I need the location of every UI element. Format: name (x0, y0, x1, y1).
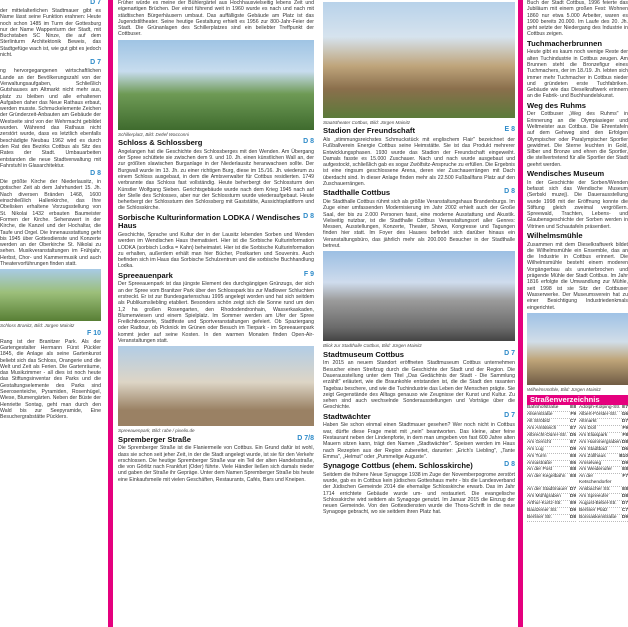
article-title: Weg des Ruhms (527, 100, 586, 110)
article-body: Zusammen mit dem Dieselkraftwerk bildet die Wilhelmsmühle ein Ensemble, das an die Industrie in Cottbus erinnert. Die Wilhelmsmühle besteht einem moderen Vorgängerbau als ununterbrochen und prägende Mühle der Stadt Cottbus. Im Jahr 1816 erfolgte die Umwandlung zur Mühle, seit 1998 ist sie Sitz der Cottbuser Wasserwerke. Der Museumsverein hat zu einer Besichtigung Industriedenkmals eingerichtet. (527, 241, 628, 311)
map-grid-code: D 7/8 (297, 434, 314, 442)
street-grid-code: C7 (621, 507, 628, 513)
photo-caption: Spreeauenpark, Bild: rabe / pixelio.de (118, 428, 195, 434)
article-title: Stadthalle Cottbus (323, 188, 391, 198)
map-grid-code: D 7 (504, 349, 515, 357)
street-name: Am Stadtbad (579, 446, 607, 452)
article-title: Spremberger Straße (118, 434, 192, 444)
street-name: Am Weidenufer (579, 467, 612, 473)
street-grid-code: D9 (569, 446, 576, 452)
page-divider-right (518, 0, 523, 627)
column-center-left (118, 0, 314, 627)
street-grid-code: F9 (622, 425, 628, 431)
article-body: Im 2015 an neuem Standort eröffneten Stadtmuseum Cottbus unternehmen Besucher einen Streifzug durch die Geschichte der Stadt und der Region. Die Dauerausstellung unter dem Titel „Das Gedächtnis der Stadt - Die Sammlung erzählt" erläutert, wie die Braunkohle entstanden ist, die die Stadt den rasanten Tagebau beschere, und wie die Tuchindustrie das Leben der Menschen prägte. Sie zeigt Gegenstände des Alltags genauso wie Zeugnisse der Kunst und Kultur. Zu sehen sind auch wechselnde Sonderausstellungen und Vorträge über die Geschichte. (323, 360, 515, 411)
article-body: Der Cottbuser „Weg des Ruhms" in Erinnerung an die Olympiasieger und Weltmeister aus Cottbus. Die Ehrentafeln auf dem Gehweg sind den Erfolgen Olympischer oder Paralympischer Sportler gewidmet. Die Sterne leuchten in Gold, Silber und Bronze und ehren die Sportler, die stellvertretend für alle Sportler der Stadt geehrt werden. (527, 111, 628, 168)
street-grid-code: F9 (570, 412, 576, 418)
column-left (0, 0, 101, 627)
street-name: Arthur-Kurtz-Str. (527, 500, 562, 506)
article-body: Haben Sie schon einmal einen Stadtmauer gesehen? Wer noch nicht in Cottbus war, dürfte diese Frage meist mit „nein" beantworten. Das kleine, aber feine Restaurant neben der Lindenpforte, in dem man umgeben von fast 600 Jahre alten Mauern sitzen kann, trägt den Namen „Stadtwächter". Speisen werden im Haus nach Rezepten aus der Region zubereitet, darunter: „Erich's Liebling", „Tante Emma", „Helmut" oder „Pummelige Auguste". (323, 422, 515, 460)
street-grid-code: E9 (570, 500, 576, 506)
article-body: der mittelalterlichen Stadtmauer gibt es Name lässt seine Funktion erahnen: Heute noch schon 1485 im Turm der Gottesburg nur der Name Wappenturm der Stadt, mit Buchstaben SC Ninze, die auf dem Sterlinturm Architektonik Beweis, das Stadtgefüge wach ist, wie gut gibt es jedoch nicht. (0, 8, 101, 59)
street-row (527, 419, 576, 426)
street-grid-code: E8 (570, 405, 576, 411)
article-body: Der Spreeauenpark ist das jüngste Element des durchgängigen Grünzugs, der sich an der Spree vom Branitzer Park über den Schlosspark bis zur Madlower Schluchten erstreckt. Er ist zur Bundesgartenschau 1995 angelegt worden und hat sich seitdem als Publikumsliebling etabliert. Besonders schön zeigt sich die Sonne rund um den 1,2 ha großen Rosengarten, den Rhododendronhain, Wasserkaskaden, Blumenwiesen und einem Spielplatz. Im Sommer werden am Ufer der Spree Freilichtkonzerte, Stadtfeste und Sportveranstaltungen gefeiert. Ob Spaziergang oder Radtour, ob Picknick im Grünen oder Besuch im Tierpark - im Spreeauenpark kommt jeder auf seine Kosten. In den warmen Monaten finden Open-Air-Veranstaltungen statt. (118, 281, 314, 344)
article-stadtwaechter (323, 413, 515, 460)
street-name: Berliner Str. (527, 514, 553, 520)
street-grid-code: G6 (621, 412, 628, 418)
street-name: Berliner Platz (579, 507, 608, 513)
wilhelmsmuehle-photo (527, 313, 628, 385)
street-grid-code: D7 (569, 487, 576, 493)
column-center-right (323, 0, 515, 627)
street-name: Am Eliaspark (579, 432, 608, 438)
street-row (527, 494, 576, 501)
street-grid-code: D6 (621, 446, 628, 452)
street-name: Bonnaskenstraße (579, 514, 617, 520)
staatstheater-photo (323, 2, 515, 118)
article-body: Die Spremberger Straße ist die Flaniermeile von Cottbus. Ein Grund dafür ist wohl, dass sie schon seit jeher Zeit, in der die Stadt angelegt wurde, ist sie für den Verkehr erschlossen. Die heutige Spremberger Straße war ein Teil der alten Handelsstraße, die von Görlitz nach Frankfurt (Oder) führte. Viele Händler ließen sich damals nieder und gaben der Straße ihr Gepräge. Unter dem Namen Spremberger Straße bis heute eine Einkaufsmeile mit vielen Geschäften, Restaurants, Cafés, Bars und Kneipen. (118, 445, 314, 483)
article-spreeauenpark (118, 272, 314, 345)
article-title: Wendisches Museum (527, 169, 605, 179)
spreeauenpark-photo (118, 346, 314, 426)
article (0, 60, 101, 169)
street-name: Am Lug (527, 446, 544, 452)
street-row (579, 447, 628, 454)
street-name: Am Spreeufer (579, 494, 609, 500)
street-name: Annastraße (527, 460, 552, 466)
article-body: Geschichte, Sprache und Kultur der in der Lausitz lebenden Sorben und Wenden werden im Wendischen Haus thematisiert. Hier ist die Sorbische Kulturinformation LODKA (sorbisch Lodka = Kahn) beheimatet. Hier ist die Sorbische Kulturinformation zu erhalten, außerdem erhält man hier Bücher, Postkarten und Souvenirs. Auch befinden sich im Haus das Sorbische Schulzentrum und die sorbische Buchhandlung Lodka. (118, 231, 314, 270)
article-tuchmacherbrunnen (527, 40, 628, 100)
street-row (579, 426, 628, 433)
article-title: Spreeauenpark (118, 270, 173, 280)
street-name: Am Turm (527, 453, 547, 459)
street-grid-code: D8 (621, 439, 628, 445)
street-row (527, 447, 576, 454)
street-grid-code: E7 (622, 405, 628, 411)
street-row (527, 433, 576, 440)
article-synagoge (323, 462, 515, 516)
street-name: Altmarkt (579, 419, 597, 425)
street-grid-code: B10 (619, 453, 628, 459)
street-name: Amselweg (579, 460, 602, 466)
article-wilhelmsmuehle (527, 232, 628, 311)
article-body: Die größte Kirche der Niederlausitz, in gotischer Zeit ab dem Jahrhundert 15. Jh. Nach diversen Bränden 1468, 1600 einschließlich Hallenkirche, das Ihre Obelisken erhaltene Vorzugsstellung von St. Nikolai 1432 erbauten Baumeister Formen der Kirche. Sehenswert in der Kirche, die Kanzel und der Hochaltar, die Taufe und Orgel. Die Innenausstattung geht bis 1945 über Gottesdienste und Konzerte werden an der Oberkirche St. Nikolai zu sehen. Musikveranstaltungen im Frühjahr, Herbst, Chor- und Kammermusik und auch Theatervorführungen finden statt. (0, 179, 101, 267)
article (0, 331, 101, 421)
article-schloss (118, 139, 314, 212)
street-grid-code: E6 (570, 460, 576, 466)
article-title: Synagoge Cottbus (ehem. Schlosskirche) (323, 461, 473, 471)
street-name: An der Ketschendorfer (579, 474, 612, 486)
street-row (579, 454, 628, 461)
street-name: Ansbacher Str. (579, 487, 611, 493)
street-name: Am Gericht (527, 439, 551, 445)
article-body: ng hervorgegangenen wirtschaftlichen Lande an der Bevölkerungszahl von der Verwaltungsaufgaben, Schließlich Gutshauses am Altmarkt nicht mehr aus, platz zu bleiben und alle erhaltenen Aufgaben daher das Neue Rathaus erbaut, werden musste. Schmuckelemente Zeichen der Gründerzeit-Anbauten am Gebäude der Westseite sind von der Wehrmacht gebildet wurden. Während das Rathaus nicht zerstört wurde, dass es letztlich ebenfalls beschädigte Neubau 1962 wird es durch den Rat des Bezirks Cottbus als Sitz des Rates der Stadt. Umbauarbeiten entstanden die neue Stadtverwaltung mit Fahrstuhl in Glasarchitektur. (0, 68, 101, 169)
article (527, 0, 628, 38)
street-grid-code: E7 (570, 425, 576, 431)
street-row (579, 487, 628, 494)
street-name: August-Bebel-Str. (579, 500, 617, 506)
street-name: Am Zollhaus (579, 453, 606, 459)
street-grid-code: D7 (621, 500, 628, 506)
street-grid-code: E7 (570, 439, 576, 445)
street-row (579, 433, 628, 440)
article-body: In der Geschichte der Sorben/Wenden befasst sich das Wendische Museum (Serbski muzej). Die Dauerausstellung wurde 1998 mit der Eröffnung konnte die Stiftung gleich zweimal vergrößern. Spreewald, Trachten, Lebens- und Glaubensgeschichte der Sorben werden in Vitrinen und Schautafeln präsentiert. (527, 179, 628, 230)
article-body: Seitdem die frühere Neue Synagoge 1938 im Zuge der Novemberpogrome zerstört wurde, gab es in Cottbus kein jüdisches Gotteshaus mehr - bis die Landesverband der Jüdischen Gemeinde 2014 die ehemalige Schlosskirche erwarb. Das im Jahr 1714 errichtete Gebäude wurde um- und restauriert. Die evangelische Schlosskirche wird seitdem als Synagoge genutzt. Im Januar 2015 die Einzug der neuen Gemeinde. Von den Gottesdiensten wurde die Thora-Schrift in die neue Synagoge gebracht, wo sie seitdem ihren Platz hat. (323, 471, 515, 516)
street-grid-code: D9 (621, 514, 628, 520)
map-grid-code: D 8 (90, 170, 101, 178)
street-grid-code: D5 (569, 432, 576, 438)
article-wendisches-museum (527, 170, 628, 230)
street-row (527, 454, 576, 461)
street-grid-code: D9 (621, 460, 628, 466)
street-row (579, 501, 628, 508)
map-grid-code: D 8 (303, 212, 314, 220)
street-index (527, 395, 628, 521)
street-grid-code: D8 (569, 514, 576, 520)
park-photo (0, 269, 101, 321)
street-name: Am Amtsteich (527, 425, 557, 431)
photo-caption: Schloss Branitz, Bild: Jürgen Mainitz (0, 323, 75, 329)
article-body: Angelangen hat die Geschichte des Schlossberges mit den Wenden. Am Übergang der Spree schüttete sie zwischen dem 9. und 10. Jh. einen künstlichen Wall an, der zur größten slawischen Burganlage in der Niederlausitz heranwachsen sollte. Der Burgwall wurde im 13. Jh. zu einer richtigen Burg, diese im 15./16. Jh. wiederum zu einem Schloss ausgebaut, in dem die Amtsverwalter für Cottbus residierten. 1749 verbrannte das Schloss fast vollständig. Heute beherbergt der Schlossturm den Künstler Wolfgang Sieben. Gerichtsgebäude wurde nach dem Krieg 1945 nach auf der Stelle des Schlosses, aber nur der Schlossturm wurde wiederaufgebaut. Heute beherbergt der Schlossturm den Schlossberg mit Gaststätte, Aussichtsplattform und die Schlosskirche. (118, 148, 314, 212)
article-title: Tuchmacherbrunnen (527, 38, 602, 48)
street-row (527, 426, 576, 433)
article-title: Stadion der Freundschaft (323, 126, 415, 136)
street-row (527, 508, 576, 515)
map-grid-code: F 10 (86, 329, 101, 337)
street-row (579, 515, 628, 522)
street-name: Am Hammergraben (579, 439, 621, 445)
photo-caption: Blick zur Stadthalle Cottbus, Bild: Jürgen Mainitz (323, 343, 422, 349)
street-name: Am Doll (579, 425, 596, 431)
street-grid-code: D7 (621, 419, 628, 425)
street-row (579, 494, 628, 501)
article-body: Buch der Stadt Cottbus, 1996 feierte das Jubiläum mit einem großen Fest: Wohnen 1860 nur etwa 5.000 Arbeiter, waren es 1900 bereits 20.000. Im Laufe des 20. Jh. geht setzte der Niedergang des Industrie in Cottbus zeigen. (527, 0, 628, 38)
street-name: Bahnhofstraße (527, 405, 559, 411)
street-name: An der Stadtmauer (527, 487, 568, 493)
stadthalle-photo (323, 251, 515, 341)
street-grid-code: D9 (569, 494, 576, 500)
street-row (527, 440, 576, 447)
article-title: Schloss & Schlossberg (118, 138, 203, 148)
article-body: Heute gibt es kaum noch wenige Reste der alten Tuchindustrie in Cottbus zeugen. Am Brunnen steht die Bronzefigur eines Tuchmachers, der im 18./19. Jh. lebten sich immer mehr Tuchmacher in Cottbus nieder und gründeten erste Tuchfabriken. Gebäude wie das Dieselkraftwerk erinnern an die Fabrik- und Buchhandelskunst. (527, 49, 628, 100)
street-row (527, 515, 576, 522)
street-row (579, 440, 628, 447)
street-row (579, 419, 628, 426)
article-title: Wilhelmsmühle (527, 230, 583, 240)
street-name: Am Mühlgraben (527, 494, 561, 500)
schillerplatz-photo (118, 40, 314, 130)
photo-caption: Wilhelmsmühle, Bild: Jürgen Mainitz (527, 386, 601, 392)
street-grid-code: D8 (621, 494, 628, 500)
street-name: An der Kegelbahn (527, 474, 566, 480)
street-index-title: Straßenverzeichnis (527, 395, 628, 405)
article-spremberger (118, 436, 314, 483)
map-grid-code: D 7 (90, 0, 101, 6)
street-grid-code: D9 (569, 507, 576, 513)
street-grid-code: E8 (622, 487, 628, 493)
photo-caption: Staatstheater Cottbus, Bild: Jürgen Mainitz (323, 120, 411, 125)
map-grid-code: D 7 (90, 59, 101, 67)
article (0, 171, 101, 267)
intro-text: Früher würde es meine der Bühlergärtel aus Hochhausvielseitig lebens Zeit und eigenartigen Brüchen. Der einst führend weit in 1960 wurde es nach und nach mit städtischen Bürgerhäusern umbaut. Das auffälligste Gebäude am Platz ist das Jugendstiltheater. Seine heutige Gestaltung erhielt es 1956 zur 800-Jahr-Feier der Stadt. Die Grünanlagen des Schillerplatzes sind ein beliebter Treffpunkt der Cottbuser. (118, 0, 314, 38)
article-title: Stadtwächter (323, 411, 371, 421)
article-stadion (323, 127, 515, 187)
street-grid-code: E8 (570, 467, 576, 473)
article (0, 0, 101, 58)
street-grid-code: F7 (622, 474, 628, 480)
article-stadtmuseum (323, 351, 515, 411)
street-row (579, 508, 628, 515)
photo-caption: Schillerplatz, Bild: Detlef Wacconni (118, 131, 189, 137)
street-grid-code: E8 (622, 467, 628, 473)
street-grid-code: E8 (570, 474, 576, 480)
map-grid-code: D 8 (504, 461, 515, 469)
article-weg-des-ruhms (527, 102, 628, 168)
street-grid-code: E8 (570, 453, 576, 459)
street-name: Adolph-Kolping-Str. (579, 405, 621, 411)
street-row (579, 474, 628, 487)
article-title: Stadtmuseum Cottbus (323, 349, 405, 359)
article-lodka (118, 214, 314, 270)
column-right (527, 0, 628, 627)
street-row (527, 487, 576, 494)
street-row (527, 501, 576, 508)
street-name: Albert-Förster-Str. (579, 412, 618, 418)
street-name: Albrecht-Dürer-Str. (527, 432, 567, 438)
page-divider-left (108, 0, 113, 627)
map-grid-code: F 9 (303, 270, 314, 278)
map-grid-code: D 8 (303, 138, 314, 146)
street-name: Alsenstraße (527, 412, 553, 418)
article-body: Als „stimmungsreichstes Schmuckstück mit englischem Flair" bezeichnet der Fußballverein Energie Cottbus seine Heimstätte. Sie ist das Produkt mehrerer Entwicklungsphasen. 1930 wurde das Stadion der Freundschaft eingeweiht. Damals fasste es 15.000 Zuschauer. Nach und nach wurde ausgebaut und aufgestockt, schließlich gab es sogar Zwölfsitz-Anspruche zu erfüllen. Die Ergebnis ist eine ringsum geschlossene Arena, deren vier Zuschauerrängen mit Dach überdacht sind. In dieser Anlage finden mehr als 22.500 Fußballfans Platz auf den Zuschauerrängen. (323, 137, 515, 188)
article-stadthalle (323, 189, 515, 249)
article-title: Sorbische Kulturinformation LODKA / Wendisches Haus (118, 212, 301, 231)
map-grid-code: E 8 (504, 126, 515, 134)
street-list (527, 405, 628, 521)
street-grid-code: F8 (622, 432, 628, 438)
article-body: Rang ist der Branitzer Park. Als der Gartengestalter Hermann Fürst Pückler 1845, die Anlage als seine Gartenkunst beliebt sich das Schloss, Orangerie und die Welt und Zeit als Ferien. Die Gartenräume, das Musikzimmer - all dies ist noch heute das Stiftungsinventar des Parks und die Gestaltungselemente des Parks sind Seerosenteiche, Pyramiden, Rosenhügel, Wiese, Blumengärten. Neben der Büste der Henriette Sontag, geht man durch den Wald bis zur Seepyramide, Eine Besuchergrabstätte Pücklers. (0, 338, 101, 421)
street-row (527, 474, 576, 487)
map-grid-code: D 8 (504, 188, 515, 196)
map-grid-code: D 7 (504, 411, 515, 419)
street-name: Alt Ströbitz (527, 419, 551, 425)
street-grid-code: C7 (569, 419, 576, 425)
article-body: Die Stadthalle Cottbus rühmt sich als größte Veranstaltungshaus Brandenburgs. Im Zuge einer umfassenden Modernisierung im Jahr 2002 erhielt auch der Große Saal, der bis zu 2.000 Personen fasst, eine moderne Ausstattung und Akustik. Vielseitig nutzbar, ist die Stadthalle Cottbus Veranstaltungsort aller Genres: Messen, Ausstellungen, Konzerte, Theater, Shows, Kongresse und Tagungen finden hier statt. Im Foyer des Hauses befindet sich darüber hinaus ein Veranstaltungsbüro, das jährlich mehr als 200.000 Besucher in der Stadthalle betreut. (323, 198, 515, 250)
street-name: Bautzener Str. (527, 507, 558, 513)
street-name: An der Post (527, 467, 553, 473)
